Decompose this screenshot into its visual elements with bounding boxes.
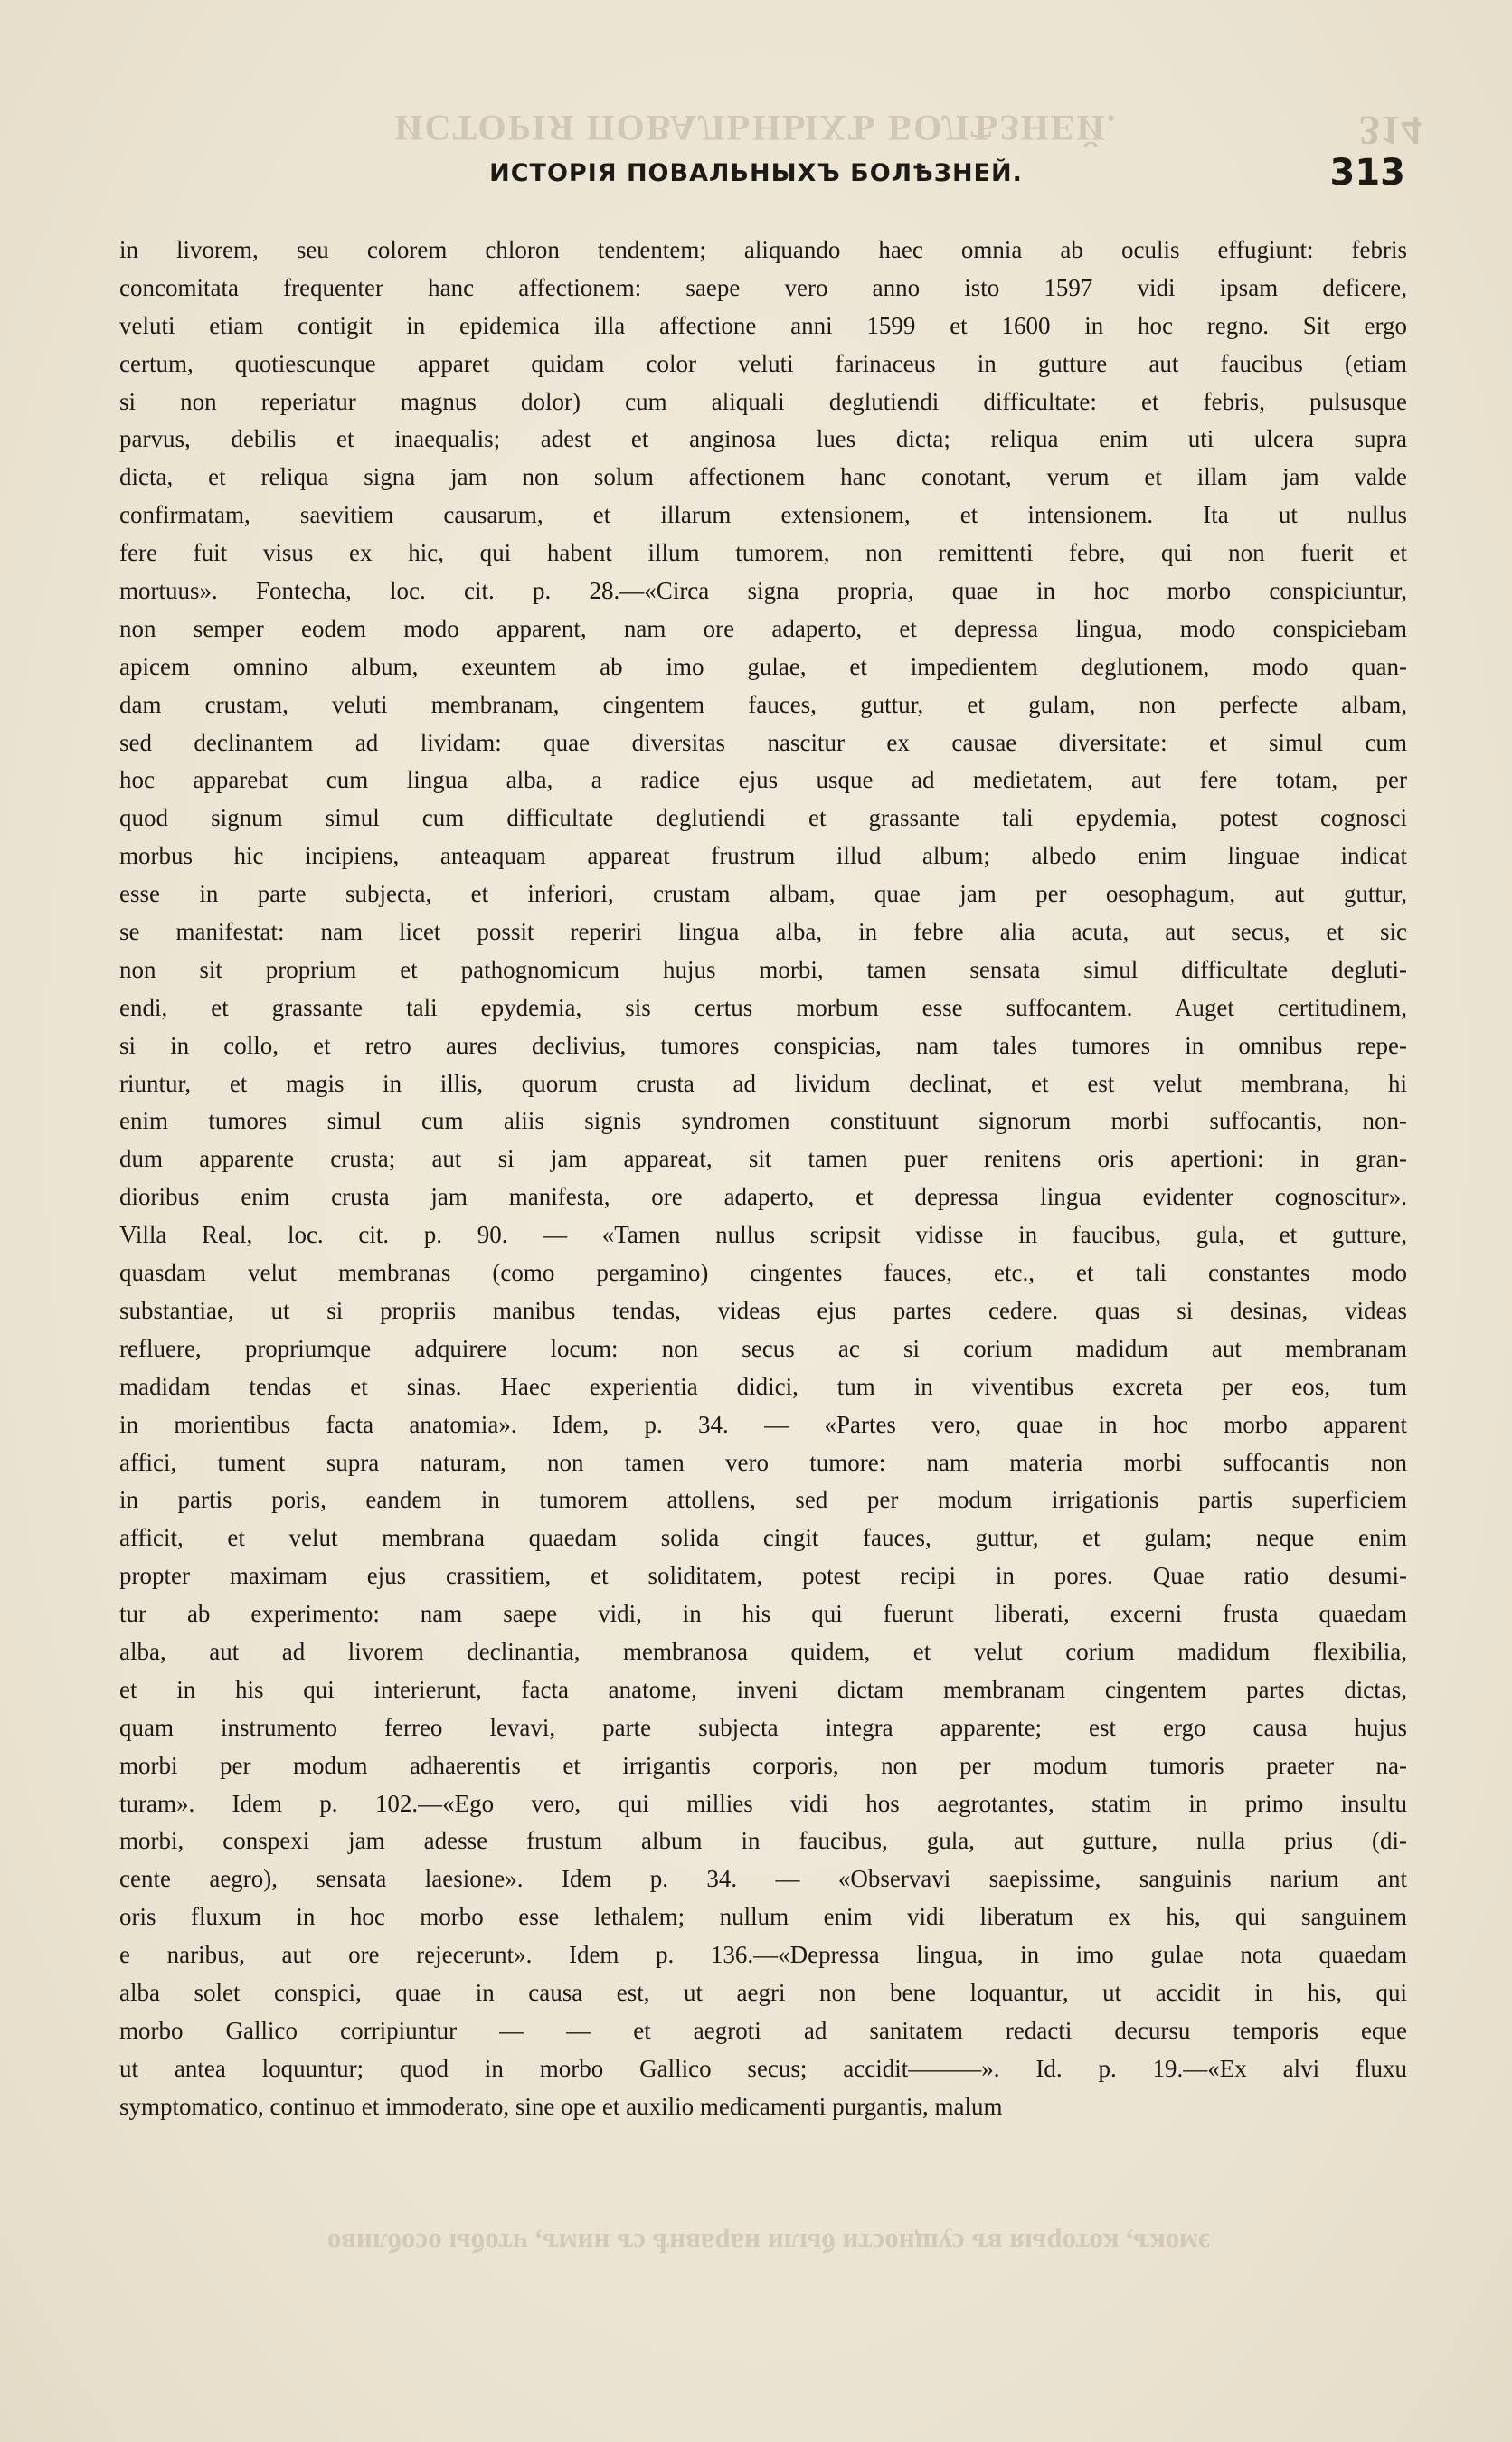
text-line: quasdam velut membranas (como pergamino) cingentes fauces, etc., et tali constantes modo	[119, 1259, 1407, 1287]
text-line: in morientibus facta anatomia». Idem, p. 34. — «Partes vero, quae in hoc morbo apparent	[119, 1410, 1407, 1438]
text-line: morbus hic incipiens, anteaquam appareat frustrum illud album; albedo enim linguae indicat	[119, 842, 1407, 870]
text-line: morbi per modum adhaerentis et irrigantis corporis, non per modum tumoris praeter na-	[119, 1751, 1407, 1779]
text-line: dicta, et reliqua signa jam non solum affectionem hanc conotant, verum et illam jam valde	[119, 463, 1407, 491]
text-line: oris fluxum in hoc morbo esse lethalem; nullum enim vidi liberatum ex his, qui sanguinem	[119, 1903, 1407, 1931]
running-title: ИСТОРІЯ ПОВАЛЬНЫХЪ БОЛѢЗНЕЙ.	[489, 159, 1023, 187]
text-line: morbi, conspexi jam adesse frustum album in faucibus, gula, aut gutture, nulla prius (di-	[119, 1827, 1407, 1855]
text-line: e naribus, aut ore rejecerunt». Idem p. 136.—«Depressa lingua, in imo gulae nota quaedam	[119, 1941, 1407, 1969]
text-line: morbo Gallico corripiuntur — — et aegroti ad sanitatem redacti decursu temporis eque	[119, 2016, 1407, 2044]
text-line: sed declinantem ad lividam: quae diversitas nascitur ex causae diversitate: et simul cum	[119, 728, 1407, 756]
text-line: non sit proprium et pathognomicum hujus morbi, tamen sensata simul difficultate degluti-	[119, 955, 1407, 983]
bleed-through-bottom-line: эмокъ, которыя въ сущности были наравнѣ съ нимъ, чтобы особливо	[326, 2228, 1211, 2259]
text-line: riuntur, et magis in illis, quorum crusta ad lividum declinat, et est velut membrana, hi	[119, 1069, 1407, 1097]
text-line: cente aegro), sensata laesione». Idem p. 34. — «Observavi saepissime, sanguinis narium ant	[119, 1865, 1407, 1893]
text-line: dam crustam, veluti membranam, cingentem fauces, guttur, et gulam, non perfecte albam,	[119, 690, 1407, 718]
text-line: dioribus enim crusta jam manifesta, ore adaperto, et depressa lingua evidenter cognoscitur».	[119, 1183, 1407, 1211]
text-line: fere fuit visus ex hic, qui habent illum tumorem, non remittenti febre, qui non fuerit et	[119, 539, 1407, 567]
text-line: affici, tument supra naturam, non tamen vero tumore: nam materia morbi suffocantis non	[119, 1448, 1407, 1476]
text-line: apicem omnino album, exeuntem ab imo gulae, et impedientem deglutionem, modo quan-	[119, 652, 1407, 680]
text-line: in partis poris, eandem in tumorem attollens, sed per modum irrigationis partis superficiem	[119, 1486, 1407, 1514]
text-line: et in his qui interierunt, facta anatome, inveni dictam membranam cingentem partes dictas,	[119, 1675, 1407, 1703]
text-line: veluti etiam contigit in epidemica illa affectione anni 1599 et 1600 in hoc regno. Sit ergo	[119, 311, 1407, 339]
text-line: symptomatico, continuo et immoderato, sine ope et auxilio medicamenti purgantis, malum	[119, 2092, 1003, 2120]
text-line: quam instrumento ferreo levavi, parte subjecta integra apparente; est ergo causa hujus	[119, 1713, 1407, 1741]
text-line: esse in parte subjecta, et inferiori, crustam albam, quae jam per oesophagum, aut guttur,	[119, 880, 1407, 908]
text-line: dum apparente crusta; aut si jam appareat, sit tamen puer renitens oris apertioni: in gran-	[119, 1145, 1407, 1173]
bleed-through-page-number: 314	[1359, 108, 1422, 154]
text-line: mortuus». Fontecha, loc. cit. p. 28.—«Circa signa propria, quae in hoc morbo conspiciuntur,	[119, 577, 1407, 605]
text-line: non semper eodem modo apparent, nam ore adaperto, et depressa lingua, modo conspiciebam	[119, 614, 1407, 642]
text-line: alba, aut ad livorem declinantia, membranosa quidem, et velut corium madidum flexibilia,	[119, 1637, 1407, 1665]
bleed-through-title: ИСТОРІЯ ПОВАЛЬНЫХЪ БОЛѢЗНЕЙ.	[394, 108, 1118, 148]
text-line: certum, quotiescunque apparet quidam color veluti farinaceus in gutture aut faucibus (etiam	[119, 349, 1407, 377]
page-number: 313	[1329, 152, 1405, 194]
text-line: ut antea loquuntur; quod in morbo Gallico secus; accidit———». Id. p. 19.—«Ex alvi fluxu	[119, 2054, 1407, 2082]
text-line: madidam tendas et sinas. Haec experientia didici, tum in viventibus excreta per eos, tum	[119, 1372, 1407, 1400]
text-line: enim tumores simul cum aliis signis syndromen constituunt signorum morbi suffocantis, non-	[119, 1107, 1407, 1135]
text-line: endi, et grassante tali epydemia, sis certus morbum esse suffocantem. Auget certitudinem,	[119, 993, 1407, 1021]
text-line: quod signum simul cum difficultate deglutiendi et grassante tali epydemia, potest cognosci	[119, 804, 1407, 832]
text-line: tur ab experimento: nam saepe vidi, in his qui fuerunt liberati, excerni frusta quaedam	[119, 1600, 1407, 1628]
text-line: in livorem, seu colorem chloron tendentem; aliquando haec omnia ab oculis effugiunt: febris	[119, 236, 1407, 263]
text-line: se manifestat: nam licet possit reperiri lingua alba, in febre alia acuta, aut secus, et sic	[119, 918, 1407, 946]
text-line: si in collo, et retro aures declivius, tumores conspicias, nam tales tumores in omnibus repe-	[119, 1031, 1407, 1059]
text-line: concomitata frequenter hanc affectionem: saepe vero anno isto 1597 vidi ipsam deficere,	[119, 273, 1407, 301]
text-line: refluere, propriumque adquirere locum: non secus ac si corium madidum aut membranam	[119, 1334, 1407, 1362]
text-line: confirmatam, saevitiem causarum, et illarum extensionem, et intensionem. Ita ut nullus	[119, 501, 1407, 529]
page-header	[0, 152, 1512, 203]
body-text	[119, 232, 1407, 2126]
text-line: si non reperiatur magnus dolor) cum aliquali deglutiendi difficultate: et febris, pulsusque	[119, 387, 1407, 415]
text-line: propter maximam ejus crassitiem, et soliditatem, potest recipi in pores. Quae ratio desumi-	[119, 1562, 1407, 1590]
text-line: alba solet conspici, quae in causa est, ut aegri non bene loquantur, ut accidit in his, qui	[119, 1978, 1407, 2006]
text-line: turam». Idem p. 102.—«Ego vero, qui millies vidi hos aegrotantes, statim in primo insultu	[119, 1789, 1407, 1817]
text-line: Villa Real, loc. cit. p. 90. — «Tamen nullus scripsit vidisse in faucibus, gula, et gutture,	[119, 1221, 1407, 1249]
text-line: afficit, et velut membrana quaedam solida cingit fauces, guttur, et gulam; neque enim	[119, 1524, 1407, 1552]
text-line: hoc apparebat cum lingua alba, a radice ejus usque ad medietatem, aut fere totam, per	[119, 766, 1407, 794]
text-line: substantiae, ut si propriis manibus tendas, videas ejus partes cedere. quas si desinas, videas	[119, 1296, 1407, 1324]
text-line: parvus, debilis et inaequalis; adest et anginosa lues dicta; reliqua enim uti ulcera supra	[119, 425, 1407, 453]
